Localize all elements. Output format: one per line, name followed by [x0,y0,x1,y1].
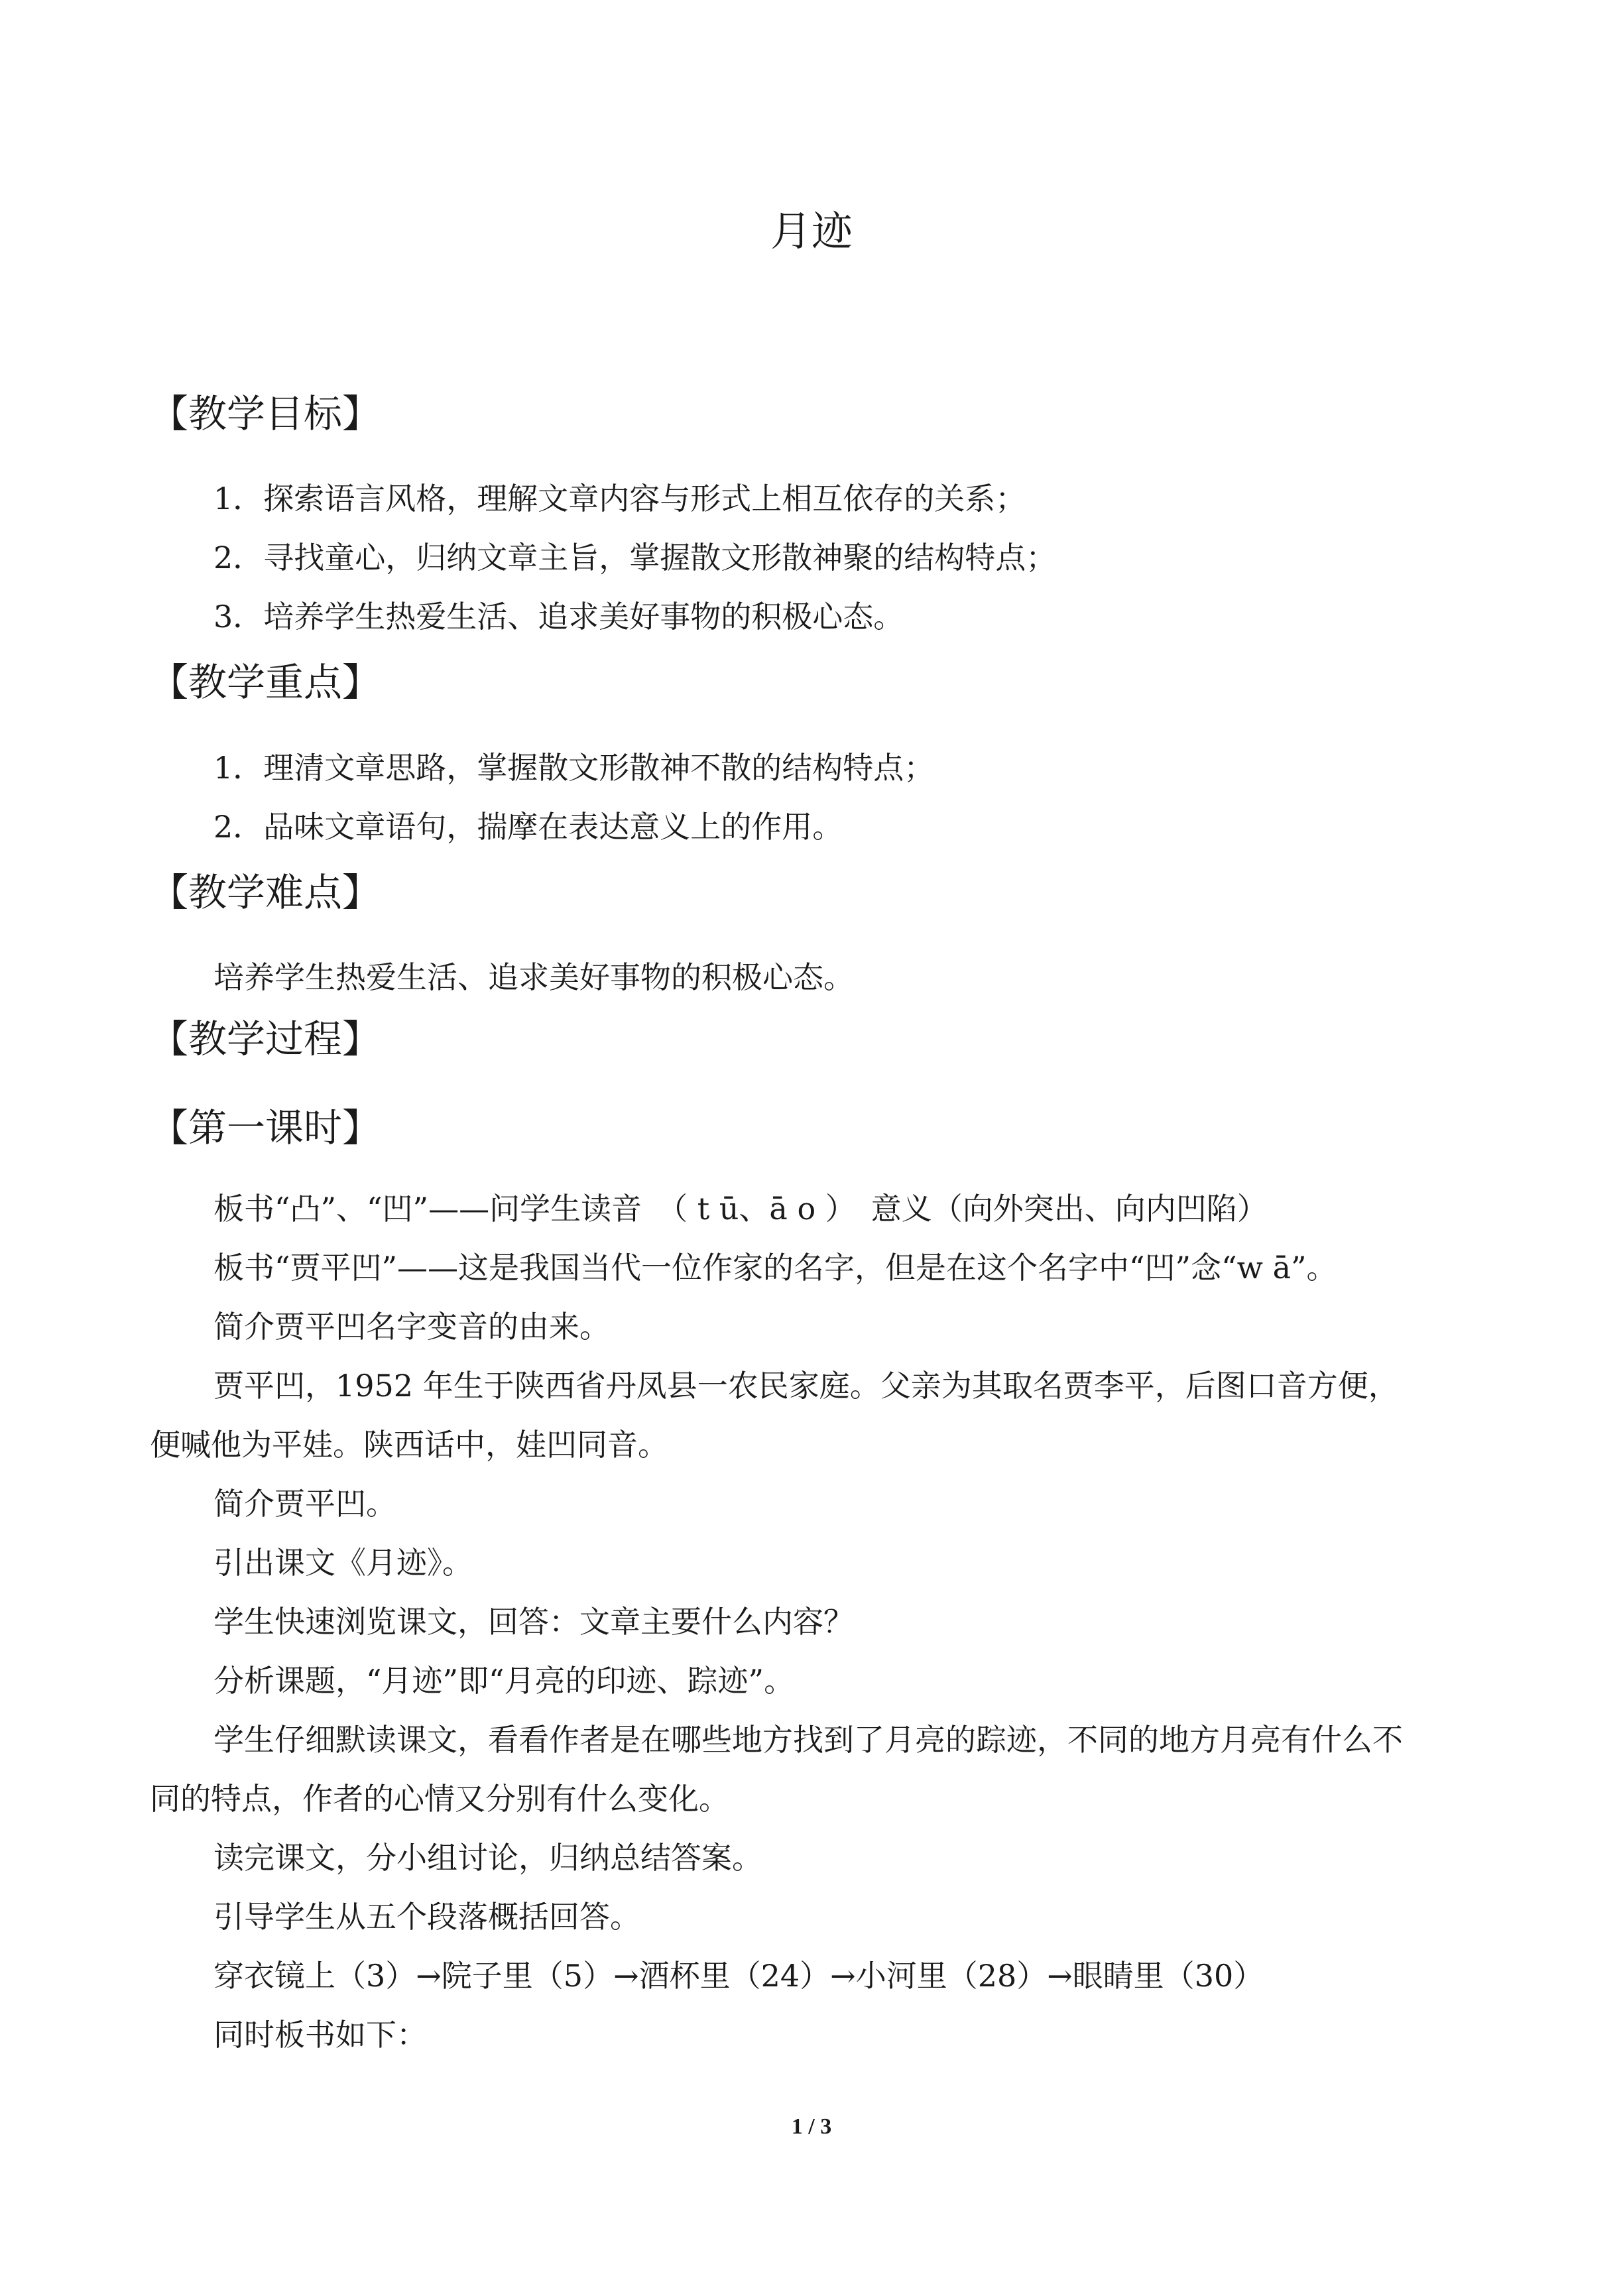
heading-process: 【教学过程】 [150,1016,381,1061]
objective-item: 2．寻找童心，归纳文章主旨，掌握散文形散神聚的结构特点； [213,540,1057,575]
lesson-line: 板书“贾平凹”——这是我国当代一位作家的名字，但是在这个名字中“凹”念“w ā”。 [213,1250,1337,1286]
lesson-line: 简介贾平凹。 [213,1486,396,1522]
lesson-line: 简介贾平凹名字变音的由来。 [213,1309,610,1345]
lesson-line-continued: 便喊他为平娃。陕西话中，娃凹同音。 [150,1427,668,1463]
lesson-line: 贾平凹，1952 年生于陕西省丹凤县一农民家庭。父亲为其取名贾李平，后图口音方便， [213,1368,1399,1404]
heading-first-lesson: 【第一课时】 [150,1105,381,1150]
key-point-item: 2．品味文章语句，揣摩在表达意义上的作用。 [213,809,843,845]
lesson-line: 引出课文《月迹》。 [213,1545,473,1581]
objective-item: 1．探索语言风格，理解文章内容与形式上相互依存的关系； [213,481,1026,516]
document-title: 月迹 [770,207,853,255]
lesson-line: 学生仔细默读课文，看看作者是在哪些地方找到了月亮的踪迹，不同的地方月亮有什么不 [213,1722,1403,1758]
lesson-line: 读完课文，分小组讨论，归纳总结答案。 [213,1840,762,1876]
heading-objectives: 【教学目标】 [150,391,381,436]
lesson-line: 分析课题，“月迹”即“月亮的印迹、踪迹”。 [213,1663,795,1699]
lesson-line-continued: 同的特点，作者的心情又分别有什么变化。 [150,1781,729,1817]
objective-item: 3．培养学生热爱生活、追求美好事物的积极心态。 [213,599,904,634]
key-point-item: 1．理清文章思路，掌握散文形散神不散的结构特点； [213,750,935,786]
lesson-line: 学生快速浏览课文，回答：文章主要什么内容？ [213,1604,854,1640]
lesson-line: 板书“凸”、“凹”——问学生读音 （ t ū、ā o ） 意义（向外突出、向内凹陷） [213,1191,1268,1227]
lesson-line: 同时板书如下： [213,2017,427,2053]
lesson-line: 穿衣镜上（3）→院子里（5）→酒杯里（24）→小河里（28）→眼睛里（30） [213,1958,1264,1994]
lesson-line: 引导学生从五个段落概括回答。 [213,1899,640,1935]
heading-key-points: 【教学重点】 [150,660,381,705]
heading-difficulties: 【教学难点】 [150,870,381,915]
difficulty-item: 培养学生热爱生活、追求美好事物的积极心态。 [213,959,854,995]
page-number: 1 / 3 [791,2114,832,2139]
